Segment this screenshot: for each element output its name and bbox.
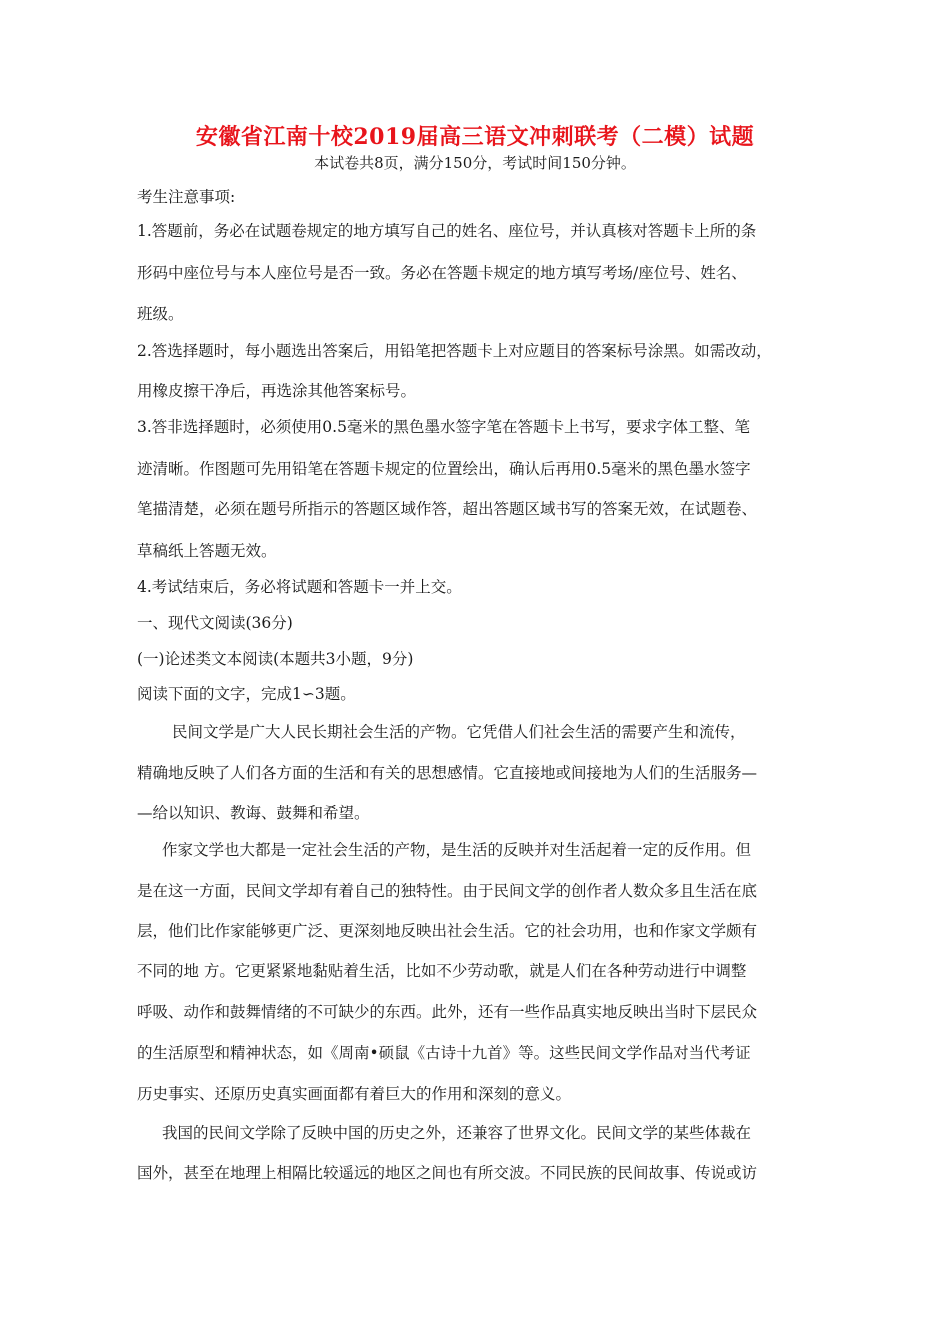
- notice-4: 4.考试结束后，务必将试题和答题卡一并上交。: [137, 578, 462, 596]
- notice-1-line-2: 形码中座位号与本人座位号是否一致。务必在答题卡规定的地方填写考场/座位号、姓名、: [137, 264, 747, 282]
- para-1-line-2: 精确地反映了人们各方面的生活和有关的思想感情。它直接地或间接地为人们的生活服务—: [137, 764, 758, 782]
- subsection-heading: (一)论述类文本阅读(本题共3小题，9分): [137, 650, 414, 668]
- notice-3-line-2: 迹清晰。作图题可先用铅笔在答题卡规定的位置绘出，确认后再用0.5毫米的黑色墨水签字: [137, 460, 751, 478]
- notice-3-line-1: 3.答非选择题时，必须使用0.5毫米的黑色墨水签字笔在答题卡上书写，要求字体工整、笔: [137, 418, 750, 436]
- notice-3-line-3: 笔描清楚，必须在题号所指示的答题区域作答，超出答题区域书写的答案无效，在试题卷、: [137, 500, 758, 518]
- para-3-line-1: 我国的民间文学除了反映中国的历史之外，还兼容了世界文化。民间文学的某些体裁在: [162, 1124, 752, 1142]
- para-2-line-7: 历史事实、还原历史真实画面都有着巨大的作用和深刻的意义。: [137, 1085, 572, 1103]
- notice-2-line-2: 用橡皮擦干净后，再选涂其他答案标号。: [137, 382, 417, 400]
- para-2-line-4: 不同的地 方。它更紧紧地黏贴着生活，比如不少劳动歌，就是人们在各种劳动进行中调整: [137, 962, 747, 980]
- para-2-line-5: 呼吸、动作和鼓舞情绪的不可缺少的东西。此外，还有一些作品真实地反映出当时下层民众: [137, 1003, 758, 1021]
- notice-1-line-3: 班级。: [137, 305, 184, 323]
- para-2-line-1: 作家文学也大都是一定社会生活的产物，是生活的反映并对生活起着一定的反作用。但: [162, 841, 752, 859]
- para-1-line-1: 民间文学是广大人民长期社会生活的产物。它凭借人们社会生活的需要产生和流传，: [172, 723, 746, 741]
- reading-instruction: 阅读下面的文字，完成1∽3题。: [137, 685, 356, 703]
- para-1-line-3: —给以知识、教诲、鼓舞和希望。: [137, 804, 370, 822]
- para-2-line-2: 是在这一方面，民间文学却有着自己的独特性。由于民间文学的创作者人数众多且生活在底: [137, 882, 758, 900]
- notice-3-line-4: 草稿纸上答题无效。: [137, 542, 277, 560]
- notice-1-line-1: 1.答题前，务必在试题卷规定的地方填写自己的姓名、座位号，并认真核对答题卡上所的条: [137, 222, 757, 240]
- para-2-line-3: 层，他们比作家能够更广泛、更深刻地反映出社会生活。它的社会功用，也和作家文学颇有: [137, 922, 758, 940]
- document-subtitle: 本试卷共8页，满分150分，考试时间150分钟。: [314, 154, 636, 172]
- para-2-line-6: 的生活原型和精神状态，如《周南•硕鼠《古诗十九首》等。这些民间文学作品对当代考证: [137, 1044, 751, 1062]
- para-3-line-2: 国外，甚至在地理上相隔比较遥远的地区之间也有所交波。不同民族的民间故事、传说或访: [137, 1164, 758, 1182]
- section-heading: 一、现代文阅读(36分): [137, 614, 293, 632]
- notice-heading: 考生注意事项:: [137, 188, 236, 206]
- notice-2-line-1: 2.答选择题时，每小题选出答案后，用铅笔把答题卡上对应题目的答案标号涂黑。如需改动，: [137, 342, 772, 360]
- document-title: 安徽省江南十校2019届高三语文冲刺联考（二模）试题: [195, 124, 755, 150]
